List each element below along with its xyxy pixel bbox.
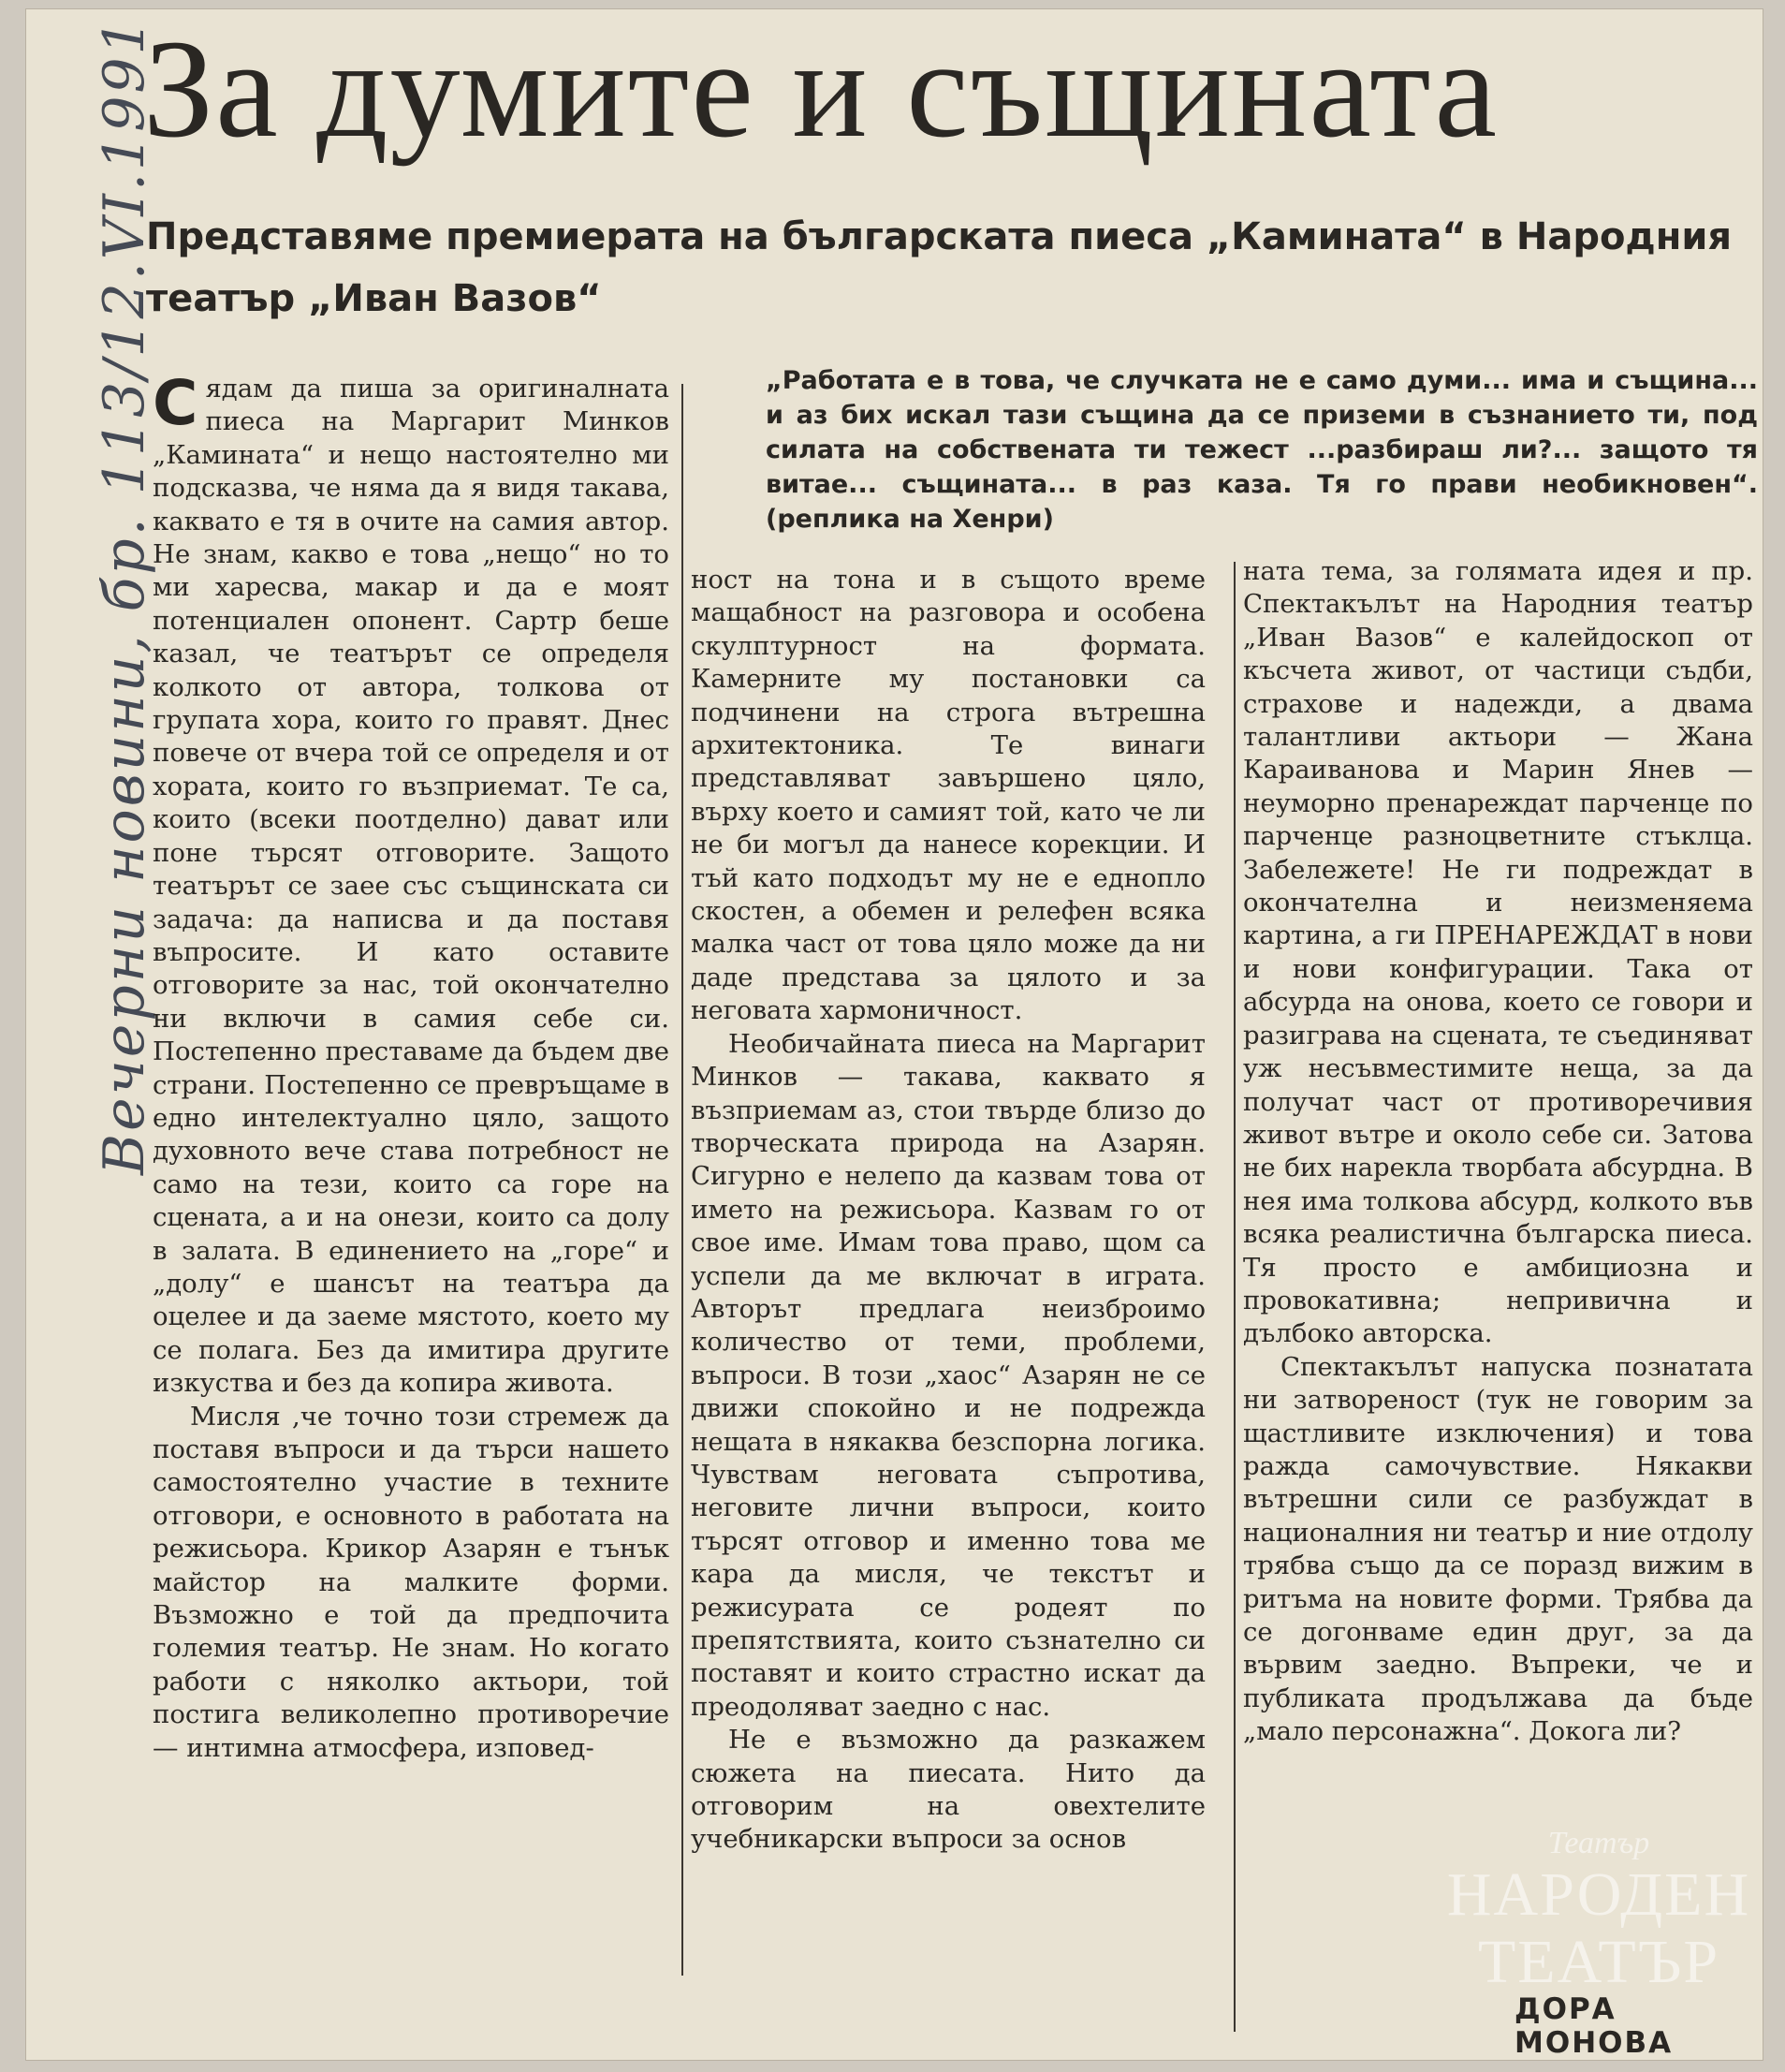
drop-cap: С <box>153 367 198 439</box>
watermark-line: НАРОДЕН <box>1446 1860 1751 1929</box>
paragraph: Мисля ,че точно този стремеж да поставя въпроси и да търси нашето самостоятелно участие в техните отговори, е основното в работата на режисьора. Крикор Азарян е тънък майстор на малките форми. Възможно е той да предпочита големия театър. Не знам. Но когато работи с няколко актьори, той постига великолепно противоречие — интимна атмосфера, изповед- <box>153 1401 669 1763</box>
handwritten-note <box>36 16 157 1175</box>
article-column-1 <box>153 367 669 1765</box>
quote-attribution: (реплика на Хенри) <box>766 505 1054 534</box>
headline: За думите и същината <box>143 11 1500 167</box>
column-divider <box>681 384 683 1976</box>
article-column-3 <box>1243 555 1753 1749</box>
paragraph: Необичайната пиеса на Маргарит Минков — такава, каквато я възприемам аз, стои твърде близо до творческата природа на Азарян. Сигурно е нелепо да казвам това от името на режисьора. Казвам го от свое име. Имам това право, щом са успели да ме включат в играта. Авторът предлага неизброимо количество от теми, проблеми, въпроси. В този „хаос“ Азарян не се движи спокойно и не подрежда нещата в някаква безспорна логика. Чувствам неговата съпротива, неговите лични въпроси, които търсят отговор и именно това ме кара да мисля, че текстът и режисурата се родеят по препятствията, които съзнателно си поставят и които страстно искат да преодоляват заедно с нас. <box>691 1028 1206 1722</box>
quote-text: „Работата е в това, че случката не е само думи... има и същина... и аз бих искал тази същина да се приземи в съзнанието ти, под силата на собствената ти тежест ...разбираш ли?... защото тя витае... същината... в раз каза. Тя го прави необикновен“. <box>766 366 1758 499</box>
column-divider <box>1234 562 1236 2032</box>
watermark-line: ТЕАТЪР <box>1477 1928 1720 1996</box>
theatre-watermark <box>1402 1826 1785 1996</box>
paragraph: Не е възможно да разкажем сюжета на пиесата. Нито да отговорим на овехтелите учебникарски въпроси за основ <box>691 1725 1206 1855</box>
paragraph-text: ядам да пиша за оригиналната пиеса на Маргарит Минков „Камината“ и нещо настоятелно ми подсказва, че няма да я видя такава, каквато е тя в очите на самия автор. Не знам, какво е това „нещо“ но то ми харесва, макар и да е моят потенциален опонент. Сартр беше казал, че театърът се определя колкото от автора, толкова от групата хора, които го правят. Днес повече от вчера той се определя и от хората, които го възприемат. Те са, които (всеки поотделно) дават или поне търсят отговорите. Защото театърът се заее със същинската си задача: да написва и да поставя въпросите. И като оставите отговорите за нас, той окончателно ни включи в самия себе си. Постепенно преставаме да бъдем две страни. Постепенно се превръщаме в едно интелектуално цяло, защото духовното вече става потребност не само на тези, които са горе на сцената, а и на онези, които са долу в залата. В единението на „горе“ и „долу“ е шансът на театъра да оцелее и да заеме мястото, което му се полага. Без да имитира другите изкуства и без да копира живота. <box>153 374 669 1399</box>
newspaper-clipping <box>26 9 1763 2060</box>
handwritten-note-text: Вечерни новини, бр. 113/12.VI.1991 <box>92 16 157 1175</box>
article-column-2 <box>691 564 1206 1857</box>
author-byline: ДОРА МОНОВА <box>1514 1992 1674 2060</box>
paragraph: ност на тона и в същото време мащабност на разговора и особена скулптурност на формата. Камерните му постановки са подчинени на строга вътрешна архитектоника. Те винаги представляват завършено цяло, върху което и самият той, като че ли не би могъл да нанесе корекции. И тъй като подходът му не е еднопло скостен, а обемен и релефен всяка малка част от това цяло може да ни даде представа за цялото и за неговата хармоничност. <box>691 565 1206 1026</box>
watermark-line: Театър <box>1547 1826 1650 1860</box>
subtitle: Представяме премиерата на българската пиеса „Камината“ в Народния театър „Иван Вазов“ <box>146 215 1733 320</box>
epigraph-quote <box>766 363 1758 536</box>
paragraph <box>153 367 669 1401</box>
paragraph: Спектакълът напуска познатата ни затвореност (тук не говорим за щастливите изключения) и това ражда самочувствие. Някакви вътрешни сили се разбуждат в националния ни театър и ние отдолу трябва също да се поразд вижим в ритъма на новите форми. Трябва да се догонваме един друг, за да вървим заедно. Въпреки, че и публиката продължава да бъде „мало персонажна“. Докога ли? <box>1243 1351 1753 1747</box>
paragraph: ната тема, за голямата идея и пр. Спектакълът на Народния театър „Иван Вазов“ е калейдоскоп от късчета живот, от частици съдби, страхове и надежди, а двама талантливи актьори — Жана Караиванова и Марин Янев — неуморно пренареждат парченце по парченце разноцветните стъклца. Забележете! Не ги подреждат в окончателна и неизменяема картина, а ги ПРЕНАРЕЖДАТ в нови и нови конфигурации. Така от абсурда на онова, което се говори и разиграва на сцената, те съединяват уж несъвместимите неща, за да получат част от противоречивия живот вътре и около себе си. Затова не бих нарекла творбата абсурдна. В нея има толкова абсурд, колкото във всяка реалистична българска пиеса. Тя просто е амбициозна и провокативна; непривична и дълбоко авторска. <box>1243 556 1753 1349</box>
